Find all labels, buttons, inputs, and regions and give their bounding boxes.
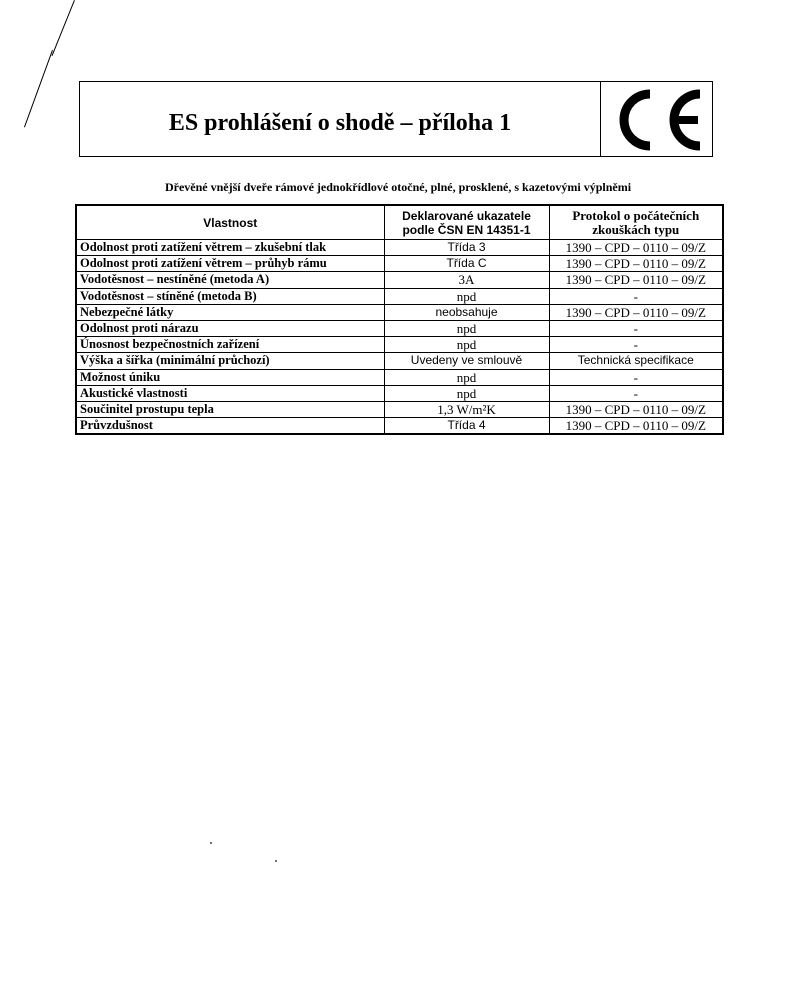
protocol-cell: 1390 – CPD – 0110 – 09/Z (549, 272, 723, 288)
header-declared-text: Deklarované ukazatele podle ČSN EN 14351-1 (402, 208, 531, 237)
protocol-cell: 1390 – CPD – 0110 – 09/Z (549, 304, 723, 320)
header-protocol (549, 205, 723, 240)
declared-value-cell: Uvedeny ve smlouvě (384, 353, 549, 369)
protocol-cell: - (549, 385, 723, 401)
declared-value-cell: npd (384, 385, 549, 401)
protocol-cell: 1390 – CPD – 0110 – 09/Z (549, 240, 723, 256)
table-row (76, 240, 723, 256)
table-row (76, 256, 723, 272)
protocol-cell: - (549, 369, 723, 385)
property-cell: Vodotěsnost – nestíněné (metoda A) (76, 272, 384, 288)
property-cell: Odolnost proti zatížení větrem – průhyb rámu (76, 256, 384, 272)
property-cell: Únosnost bezpečnostních zařízení (76, 337, 384, 353)
declared-value-cell: npd (384, 321, 549, 337)
declared-value-cell: npd (384, 288, 549, 304)
property-cell: Součinitel prostupu tepla (76, 402, 384, 418)
table-row (76, 418, 723, 435)
property-cell: Průvzdušnost (76, 418, 384, 435)
declared-value-cell: Třída 4 (384, 418, 549, 435)
table-row (76, 385, 723, 401)
property-cell: Akustické vlastnosti (76, 385, 384, 401)
scan-speck (210, 842, 212, 844)
header-property: Vlastnost (76, 205, 384, 240)
table-row (76, 321, 723, 337)
declaration-table (75, 204, 724, 435)
declared-value-cell: npd (384, 369, 549, 385)
scan-artifact-line (24, 50, 53, 127)
header-declared (384, 205, 549, 240)
declared-value-cell: npd (384, 337, 549, 353)
protocol-cell: - (549, 288, 723, 304)
property-cell: Vodotěsnost – stíněné (metoda B) (76, 288, 384, 304)
declared-value-cell: 1,3 W/m²K (384, 402, 549, 418)
declared-value-cell: neobsahuje (384, 304, 549, 320)
protocol-cell: 1390 – CPD – 0110 – 09/Z (549, 402, 723, 418)
table-row (76, 402, 723, 418)
header-box (79, 81, 713, 157)
property-cell: Nebezpečné látky (76, 304, 384, 320)
declared-value-cell: Třída C (384, 256, 549, 272)
protocol-cell: - (549, 321, 723, 337)
document-title: ES prohlášení o shodě – příloha 1 (168, 109, 512, 136)
property-cell: Výška a šířka (minimální průchozí) (76, 353, 384, 369)
protocol-cell: 1390 – CPD – 0110 – 09/Z (549, 418, 723, 435)
scan-artifact-line (52, 0, 75, 56)
header-divider (600, 82, 601, 156)
declared-value-cell: 3A (384, 272, 549, 288)
table-row (76, 304, 723, 320)
property-cell: Možnost úniku (76, 369, 384, 385)
protocol-cell: 1390 – CPD – 0110 – 09/Z (549, 256, 723, 272)
declared-value-cell: Třída 3 (384, 240, 549, 256)
protocol-cell: - (549, 337, 723, 353)
table-row (76, 337, 723, 353)
table-header-row (76, 205, 723, 240)
table-body (76, 240, 723, 435)
table-row (76, 369, 723, 385)
table-row (76, 353, 723, 369)
header-protocol-text: Protokol o počátečních zkouškách typu (572, 207, 700, 237)
table-row (76, 272, 723, 288)
property-cell: Odolnost proti zatížení větrem – zkušební tlak (76, 240, 384, 256)
ce-mark-logo (608, 88, 706, 152)
protocol-cell: Technická specifikace (549, 353, 723, 369)
scan-speck (275, 860, 277, 862)
product-description: Dřevěné vnější dveře rámové jednokřídlové otočné, plné, prosklené, s kazetovými výplněmi (164, 180, 632, 194)
table-row (76, 288, 723, 304)
property-cell: Odolnost proti nárazu (76, 321, 384, 337)
